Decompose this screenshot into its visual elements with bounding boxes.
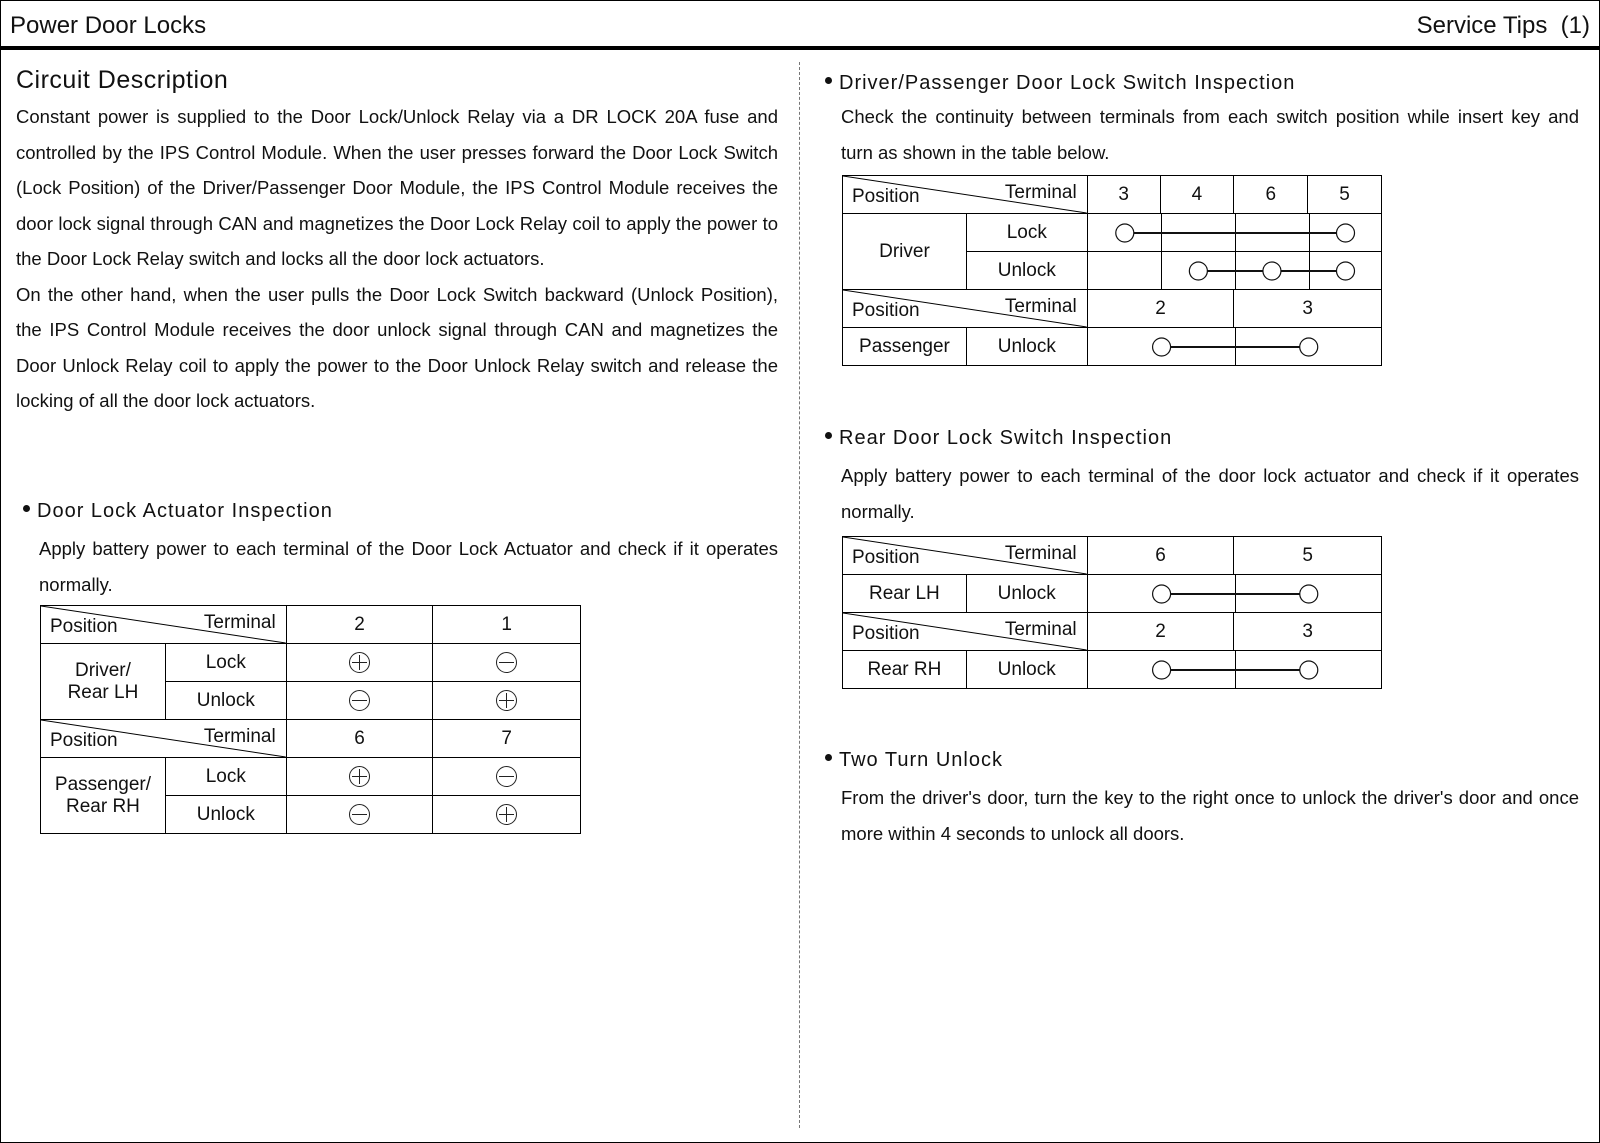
- terminal-number: 2: [1087, 290, 1234, 328]
- diagonal-header-cell: [843, 537, 1088, 575]
- group-name-line: Rear RH: [66, 795, 140, 817]
- terminal-node-icon: [1152, 661, 1170, 679]
- continuity-diagram: [1088, 214, 1381, 251]
- two-turn-heading: [825, 749, 1003, 772]
- group-name: Passenger: [843, 328, 967, 366]
- position-label: Position: [852, 300, 920, 321]
- position-cell: Unlock: [165, 682, 286, 720]
- group-name: Rear RH: [843, 651, 967, 689]
- diagonal-header-cell: [41, 606, 287, 644]
- circuit-paragraph: On the other hand, when the user pulls the Door Lock Switch backward (Unlock Position), the IPS Control Module receives the door unlock signal through CAN and magnetizes the Door Unlock Relay coil to apply the power to the Door Unlock Relay switch and release the locking of all the door lock actuators.: [16, 283, 778, 411]
- table-header-row: [41, 606, 581, 644]
- diagonal-header-cell: [843, 613, 1088, 651]
- actuator-table: [40, 605, 581, 834]
- terminal-number: 6: [1087, 537, 1234, 575]
- terminal-number: 2: [286, 606, 433, 644]
- two-turn-heading-text: Two Turn Unlock: [839, 749, 1003, 771]
- continuity-diagram: [1088, 575, 1381, 612]
- terminal-number: 4: [1160, 176, 1234, 214]
- rear-table: [842, 536, 1382, 689]
- position-cell: Unlock: [966, 651, 1087, 689]
- position-cell: Unlock: [966, 575, 1087, 613]
- minus-circle-icon: [496, 766, 517, 787]
- position-label: Position: [50, 616, 118, 637]
- bullet-icon: [825, 77, 832, 84]
- group-name-line: Rear LH: [67, 681, 139, 703]
- position-cell: Lock: [966, 214, 1087, 252]
- section-label: Service Tips (1): [1416, 12, 1590, 39]
- circuit-paragraph: Constant power is supplied to the Door Lock/Unlock Relay via a DR LOCK 20A fuse and controlled by the IPS Control Module. When the user presses forward the Door Lock Switch (Lock Position) of the Driver/Passenger Door Module, the IPS Control Module receives the door lock signal through CAN and magnetizes the Door Lock Relay coil to apply the power to the Door Lock Relay switch and locks all the door lock actuators.: [16, 106, 778, 269]
- bullet-icon: [825, 432, 832, 439]
- circuit-description-text: [16, 99, 778, 419]
- bullet-icon: [23, 505, 30, 512]
- table-row: [41, 644, 581, 682]
- page-title: Power Door Locks: [10, 12, 207, 39]
- terminal-number: 5: [1308, 176, 1382, 214]
- continuity-cell: [1087, 328, 1381, 366]
- polarity-cell: [433, 644, 581, 682]
- terminal-node-icon: [1263, 262, 1281, 280]
- group-name-line: Driver/: [74, 659, 131, 681]
- diagonal-header-cell: [843, 176, 1088, 214]
- group-name: Rear LH: [843, 575, 967, 613]
- table-header-row: [843, 176, 1382, 214]
- table-header-row: [41, 720, 581, 758]
- terminal-number: 7: [433, 720, 581, 758]
- table-header-row: [843, 290, 1382, 328]
- group-name: Driver: [843, 214, 967, 290]
- continuity-diagram: [1088, 328, 1381, 365]
- position-label: Position: [852, 623, 920, 644]
- terminal-label: Terminal: [1004, 543, 1077, 564]
- rear-heading-text: Rear Door Lock Switch Inspection: [839, 427, 1173, 449]
- plus-circle-icon: [496, 804, 517, 825]
- switch-text: Check the continuity between terminals from each switch position while insert key and turn as shown in the table below.: [841, 106, 1579, 163]
- column-divider: [799, 62, 800, 1128]
- switch-table: [842, 175, 1382, 366]
- group-name: [41, 758, 166, 834]
- terminal-node-icon: [1299, 661, 1317, 679]
- continuity-diagram: [1088, 651, 1381, 688]
- circuit-description-heading: Circuit Description: [16, 66, 229, 94]
- continuity-cell: [1087, 575, 1381, 613]
- terminal-node-icon: [1336, 224, 1354, 242]
- terminal-label: Terminal: [1004, 296, 1077, 317]
- group-name: [41, 644, 166, 720]
- switch-heading: [825, 72, 1295, 95]
- terminal-node-icon: [1152, 585, 1170, 603]
- terminal-number: 6: [286, 720, 433, 758]
- terminal-node-icon: [1299, 585, 1317, 603]
- switch-heading-text: Driver/Passenger Door Lock Switch Inspection: [839, 72, 1296, 94]
- continuity-diagram: [1088, 252, 1381, 289]
- table-row: [843, 651, 1382, 689]
- position-label: Position: [50, 730, 118, 751]
- table-header-row: [843, 613, 1382, 651]
- terminal-number: 3: [1234, 613, 1382, 651]
- group-name-line: Passenger/: [54, 773, 152, 795]
- polarity-cell: [433, 758, 581, 796]
- terminal-number: 6: [1234, 176, 1308, 214]
- minus-circle-icon: [496, 652, 517, 673]
- table-row: [843, 328, 1382, 366]
- terminal-label: Terminal: [1004, 619, 1077, 640]
- polarity-cell: [286, 644, 433, 682]
- terminal-node-icon: [1299, 338, 1317, 356]
- continuity-cell: [1087, 651, 1381, 689]
- terminal-number: 3: [1087, 176, 1160, 214]
- actuator-heading-text: Door Lock Actuator Inspection: [37, 500, 333, 522]
- table-row: [41, 758, 581, 796]
- position-label: Position: [852, 186, 920, 207]
- two-turn-text: From the driver's door, turn the key to the right once to unlock the driver's door and once more within 4 seconds to unlock all doors.: [841, 787, 1579, 844]
- table-row: [843, 214, 1382, 252]
- terminal-node-icon: [1189, 262, 1207, 280]
- position-cell: Unlock: [165, 796, 286, 834]
- polarity-cell: [433, 682, 581, 720]
- polarity-cell: [286, 758, 433, 796]
- terminal-node-icon: [1115, 224, 1133, 242]
- continuity-cell: [1087, 214, 1381, 252]
- terminal-number: 1: [433, 606, 581, 644]
- position-label: Position: [852, 547, 920, 568]
- rear-text: Apply battery power to each terminal of the door lock actuator and check if it operates normally.: [841, 465, 1579, 522]
- terminal-number: 5: [1234, 537, 1382, 575]
- terminal-label: Terminal: [1004, 182, 1077, 203]
- position-cell: Unlock: [966, 328, 1087, 366]
- plus-circle-icon: [496, 690, 517, 711]
- table-row: [843, 575, 1382, 613]
- actuator-text: Apply battery power to each terminal of the Door Lock Actuator and check if it operates normally.: [39, 538, 778, 595]
- terminal-label: Terminal: [203, 726, 276, 747]
- bullet-icon: [825, 754, 832, 761]
- actuator-heading: [23, 500, 333, 523]
- position-cell: Unlock: [966, 252, 1087, 290]
- diagonal-header-cell: [843, 290, 1088, 328]
- diagonal-header-cell: [41, 720, 287, 758]
- terminal-number: 3: [1234, 290, 1382, 328]
- minus-circle-icon: [349, 690, 370, 711]
- polarity-cell: [286, 796, 433, 834]
- table-header-row: [843, 537, 1382, 575]
- terminal-label: Terminal: [203, 612, 276, 633]
- terminal-node-icon: [1336, 262, 1354, 280]
- polarity-cell: [433, 796, 581, 834]
- page-header: [0, 0, 1600, 50]
- position-cell: Lock: [165, 758, 286, 796]
- terminal-number: 2: [1087, 613, 1234, 651]
- plus-circle-icon: [349, 652, 370, 673]
- terminal-node-icon: [1152, 338, 1170, 356]
- polarity-cell: [286, 682, 433, 720]
- plus-circle-icon: [349, 766, 370, 787]
- position-cell: Lock: [165, 644, 286, 682]
- minus-circle-icon: [349, 804, 370, 825]
- continuity-cell: [1087, 252, 1381, 290]
- rear-heading: [825, 427, 1172, 450]
